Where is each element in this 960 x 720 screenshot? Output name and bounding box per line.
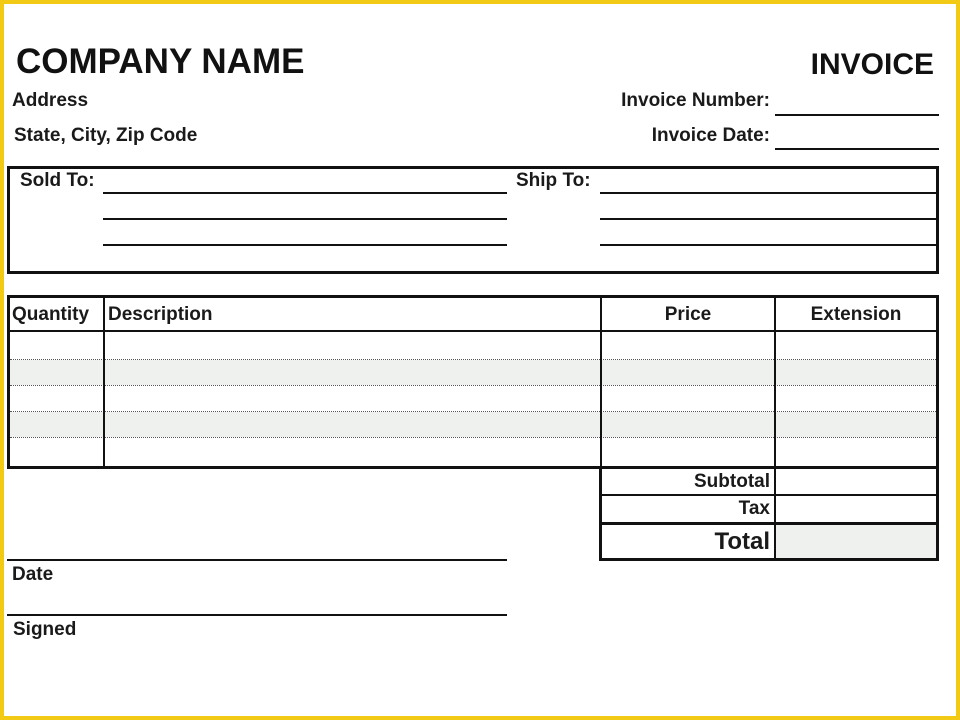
table-row-divider <box>10 359 936 360</box>
subtotal-label: Subtotal <box>694 471 770 492</box>
invoice-page <box>4 4 956 716</box>
table-row-shaded <box>10 360 936 385</box>
sold-to-line-1[interactable] <box>103 192 507 194</box>
ship-to-label: Ship To: <box>516 170 591 191</box>
ship-to-line-1[interactable] <box>600 192 936 194</box>
date-line[interactable] <box>7 559 507 561</box>
company-name: COMPANY NAME <box>16 42 305 81</box>
column-header-price: Price <box>664 304 712 325</box>
invoice-number-label: Invoice Number: <box>621 90 770 111</box>
column-header-quantity: Quantity <box>12 304 90 325</box>
table-header-divider <box>7 330 939 332</box>
date-label: Date <box>12 564 54 585</box>
table-row-divider <box>10 385 936 386</box>
totals-right-border <box>936 467 939 561</box>
document-title: INVOICE <box>810 48 934 81</box>
column-header-description: Description <box>108 304 213 325</box>
column-header-extension: Extension <box>810 304 902 325</box>
address-box <box>7 166 939 274</box>
totals-row-divider <box>599 494 939 496</box>
invoice-number-field[interactable] <box>775 114 939 116</box>
table-row-divider <box>10 411 936 412</box>
total-label: Total <box>714 528 770 555</box>
invoice-date-field[interactable] <box>775 148 939 150</box>
city-line: State, City, Zip Code <box>14 125 198 146</box>
table-row-shaded <box>10 412 936 437</box>
signed-label: Signed <box>13 619 77 640</box>
signature-line[interactable] <box>7 614 507 616</box>
address-line: Address <box>12 90 89 111</box>
table-row-divider <box>10 437 936 438</box>
sold-to-label: Sold To: <box>20 170 95 191</box>
totals-bottom-border <box>599 558 939 561</box>
sold-to-line-2[interactable] <box>103 218 507 220</box>
invoice-date-label: Invoice Date: <box>651 125 770 146</box>
ship-to-line-2[interactable] <box>600 218 936 220</box>
tax-label: Tax <box>738 498 770 519</box>
ship-to-line-3[interactable] <box>600 244 936 246</box>
total-value-cell[interactable] <box>776 525 936 558</box>
sold-to-line-3[interactable] <box>103 244 507 246</box>
table-column-divider <box>103 295 105 469</box>
